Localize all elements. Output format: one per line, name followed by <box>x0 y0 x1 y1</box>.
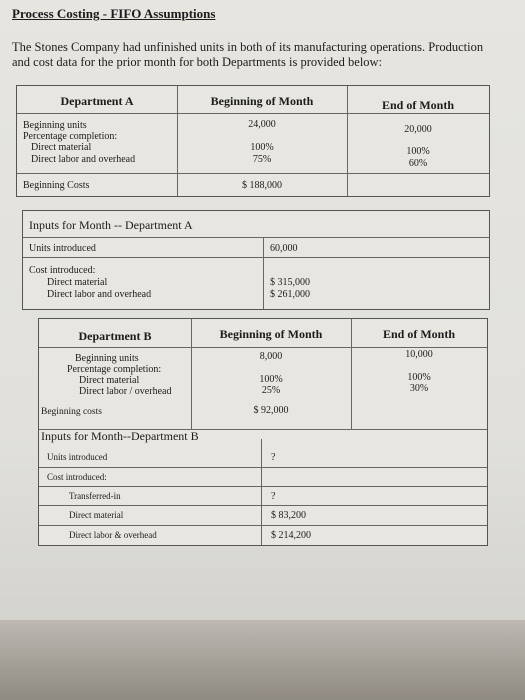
dept-b-end-header: End of Month <box>382 327 456 341</box>
inputs-a-cost-label: Cost introduced: <box>29 265 96 276</box>
dept-a-labor-label: Direct labor and overhead <box>31 154 136 165</box>
dept-b-table <box>38 318 488 546</box>
dept-b-dm-begin: 100% <box>259 374 283 385</box>
inputs-a-header: Inputs for Month -- Department A <box>29 218 193 232</box>
desk-surface <box>0 620 525 700</box>
dept-a-labor-begin: 75% <box>252 154 272 165</box>
intro-paragraph: The Stones Company had unfinished units in both of its manufacturing operations. Production and cost data for the prior month for both Departments is provided below: <box>12 40 484 69</box>
dept-b-labor-begin: 25% <box>261 385 281 396</box>
dept-a-begin-header: Beginning of Month <box>210 94 314 108</box>
dept-a-dm-begin: 100% <box>250 142 274 153</box>
inputs-b-transferred-value: ? <box>271 491 276 502</box>
dept-b-beginning-units-end: 10,000 <box>405 349 433 360</box>
inputs-b-transferred-label: Transferred-in <box>69 491 121 501</box>
dept-b-header: Department B <box>78 329 152 343</box>
dept-a-costs-label: Beginning Costs <box>23 180 90 191</box>
dept-a-header: Department A <box>60 94 134 108</box>
dept-b-pct-label: Percentage completion: <box>67 364 162 375</box>
inputs-b-units-label: Units introduced <box>47 452 108 462</box>
inputs-b-dm-label: Direct material <box>69 510 124 520</box>
dept-b-dm-end: 100% <box>407 372 431 383</box>
dept-b-labor-end: 30% <box>409 383 429 394</box>
dept-a-table <box>16 85 490 197</box>
inputs-b-cost-label: Cost introduced: <box>47 472 107 482</box>
inputs-b-labor-value: $ 214,200 <box>271 530 311 541</box>
dept-a-beginning-units-label: Beginning units <box>23 120 87 131</box>
dept-a-labor-end: 60% <box>408 158 428 169</box>
dept-a-beginning-units-begin: 24,000 <box>248 119 276 130</box>
dept-a-beginning-units-end: 20,000 <box>404 124 432 135</box>
dept-b-costs-label: Beginning costs <box>41 407 102 417</box>
dept-b-begin-header: Beginning of Month <box>219 327 323 341</box>
inputs-a-labor-label: Direct labor and overhead <box>47 289 152 300</box>
dept-b-costs-begin: $ 92,000 <box>253 405 289 416</box>
inputs-a-dm-label: Direct material <box>47 277 108 288</box>
dept-a-dm-label: Direct material <box>31 142 92 153</box>
dept-b-labor-label: Direct labor / overhead <box>79 386 172 397</box>
dept-a-end-header: End of Month <box>381 98 455 112</box>
dept-a-dm-end: 100% <box>406 146 430 157</box>
inputs-b-labor-label: Direct labor & overhead <box>69 530 157 540</box>
page-title: Process Costing - FIFO Assumptions <box>12 6 216 21</box>
inputs-a-labor-value: $ 261,000 <box>270 289 310 300</box>
inputs-b-dm-value: $ 83,200 <box>271 510 306 521</box>
inputs-a-dm-value: $ 315,000 <box>270 277 310 288</box>
dept-a-pct-label: Percentage completion: <box>23 131 118 142</box>
dept-b-beginning-units-begin: 8,000 <box>259 351 283 362</box>
inputs-a-table <box>22 210 490 310</box>
inputs-a-units-value: 60,000 <box>270 243 298 254</box>
inputs-b-units-value: ? <box>271 452 276 463</box>
dept-a-costs-begin: $ 188,000 <box>242 180 282 191</box>
dept-b-dm-label: Direct material <box>79 375 140 386</box>
inputs-a-units-label: Units introduced <box>29 243 96 254</box>
inputs-b-header: Inputs for Month--Department B <box>41 429 199 443</box>
dept-b-beginning-units-label: Beginning units <box>75 353 139 364</box>
